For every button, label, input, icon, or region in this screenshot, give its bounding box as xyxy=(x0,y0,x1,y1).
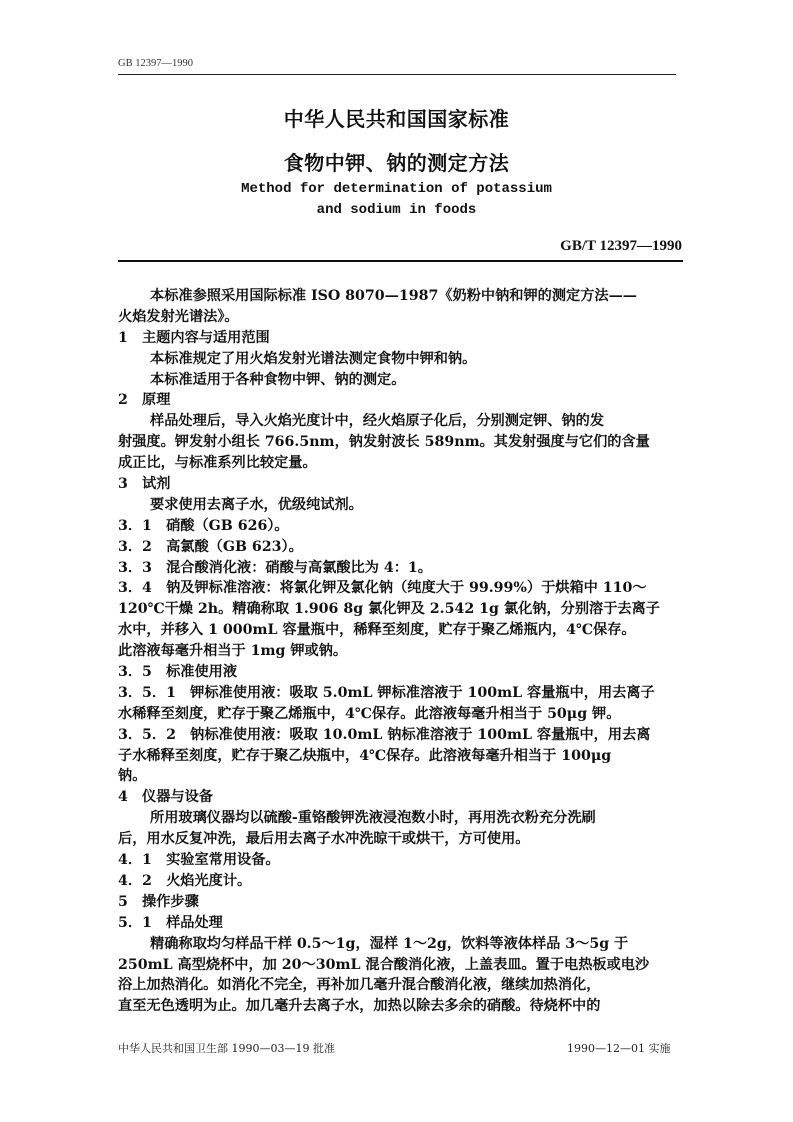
document-title: 食物中钾、钠的测定方法 xyxy=(283,151,510,175)
body-line: 直至无色透明为止。加几毫升去离子水，加热以除去多余的硝酸。待烧杯中的 xyxy=(118,998,601,1015)
subsection-line: 5．1 样品处理 xyxy=(118,914,223,931)
subsection-line: 3．5．1 钾标准使用液：吸取 5.0mL 钾标准溶液于 100mL 容量瓶中，用去离子 xyxy=(118,684,655,701)
subsection-line: 3．3 混合酸消化液：硝酸与高氯酸比为 4：1。 xyxy=(118,559,432,576)
english-title-line-2: and sodium in foods xyxy=(316,202,477,218)
document-title-national-standard: 中华人民共和国国家标准 xyxy=(283,107,510,131)
body-line: 本标准规定了用火焰发射光谱法测定食物中钾和钠。 xyxy=(150,350,477,367)
body-line: 射强度。钾发射小组长 766.5nm，钠发射波长 589nm。其发射强度与它们的含量 xyxy=(118,434,650,451)
subsection-line: 3．4 钠及钾标准溶液：将氯化钾及氯化钠（纯度大于 99.99%）于烘箱中 110～ xyxy=(118,580,647,597)
section-heading: 1 主题内容与适用范围 xyxy=(118,329,270,346)
body-line: 此溶液每毫升相当于 1mg 钾或钠。 xyxy=(118,643,348,660)
body-line: 成正比，与标准系列比较定量。 xyxy=(118,455,317,472)
body-line: 120℃干燥 2h。精确称取 1.906 8g 氯化钾及 2.542 1g 氯化钠，分别溶于去离子 xyxy=(118,601,660,618)
body-line: 本标准参照采用国际标准 ISO 8070—1987《奶粉中钠和钾的测定方法—— xyxy=(150,288,637,304)
body-line: 浴上加热消化。如消化不完全，再补加几毫升混合酸消化液，继续加热消化， xyxy=(118,977,601,994)
footer-implementation-date: 1990—12—01 实施 xyxy=(567,1042,671,1055)
title-rule xyxy=(118,260,683,262)
body-line: 子水稀释至刻度，贮存于聚乙炔瓶中，4℃保存。此溶液每毫升相当于 100μg xyxy=(118,747,612,764)
body-line: 水稀释至刻度，贮存于聚乙烯瓶中，4℃保存。此溶液每毫升相当于 50μg 钾。 xyxy=(118,705,621,722)
document-body xyxy=(118,286,678,1017)
page-header-code: GB 12397—1990 xyxy=(118,58,193,69)
body-line: 火焰发射光谱法》。 xyxy=(118,308,239,325)
header-rule xyxy=(118,74,676,75)
body-line: 水中，并移入 1 000mL 容量瓶中，稀释至刻度，贮存于聚乙烯瓶内，4℃保存。 xyxy=(118,622,636,639)
section-heading: 4 仪器与设备 xyxy=(118,789,213,806)
body-line: 精确称取均匀样品干样 0.5～1g，湿样 1～2g，饮料等液体样品 3～5g 于 xyxy=(150,935,629,952)
body-line: 后，用水反复冲洗，最后用去离子水冲洗晾干或烘干，方可使用。 xyxy=(118,831,530,848)
body-line: 要求使用去离子水，优级纯试剂。 xyxy=(150,496,363,513)
subsection-line: 3．1 硝酸（GB 626）。 xyxy=(118,517,289,534)
body-line: 样品处理后，导入火焰光度计中，经火焰原子化后，分别测定钾、钠的发 xyxy=(150,413,605,430)
body-line: 钠。 xyxy=(118,768,147,785)
subsection-line: 3．5．2 钠标准使用液：吸取 10.0mL 钠标准溶液于 100mL 容量瓶中，用去离 xyxy=(118,726,651,743)
english-title-line-1: Method for determination of potassium xyxy=(241,181,552,197)
body-line: 所用玻璃仪器均以硫酸-重铬酸钾洗液浸泡数小时，再用洗衣粉充分洗刷 xyxy=(150,810,596,827)
footer-approval: 中华人民共和国卫生部 1990—03—19 批准 xyxy=(118,1042,335,1055)
subsection-line: 3．2 高氯酸（GB 623）。 xyxy=(118,538,303,555)
body-line: 250mL 高型烧杯中，加 20～30mL 混合酸消化液，上盖表皿。置于电热板或电沙 xyxy=(118,956,650,973)
subsection-line: 3．5 标准使用液 xyxy=(118,664,238,681)
section-heading: 5 操作步骤 xyxy=(118,893,199,910)
subsection-line: 4．2 火焰光度计。 xyxy=(118,872,252,889)
subsection-line: 4．1 实验室常用设备。 xyxy=(118,852,280,869)
section-heading: 2 原理 xyxy=(118,392,171,409)
body-line: 本标准适用于各种食物中钾、钠的测定。 xyxy=(150,371,406,388)
standard-code: GB/T 12397—1990 xyxy=(560,238,682,254)
section-heading: 3 试剂 xyxy=(118,476,171,493)
